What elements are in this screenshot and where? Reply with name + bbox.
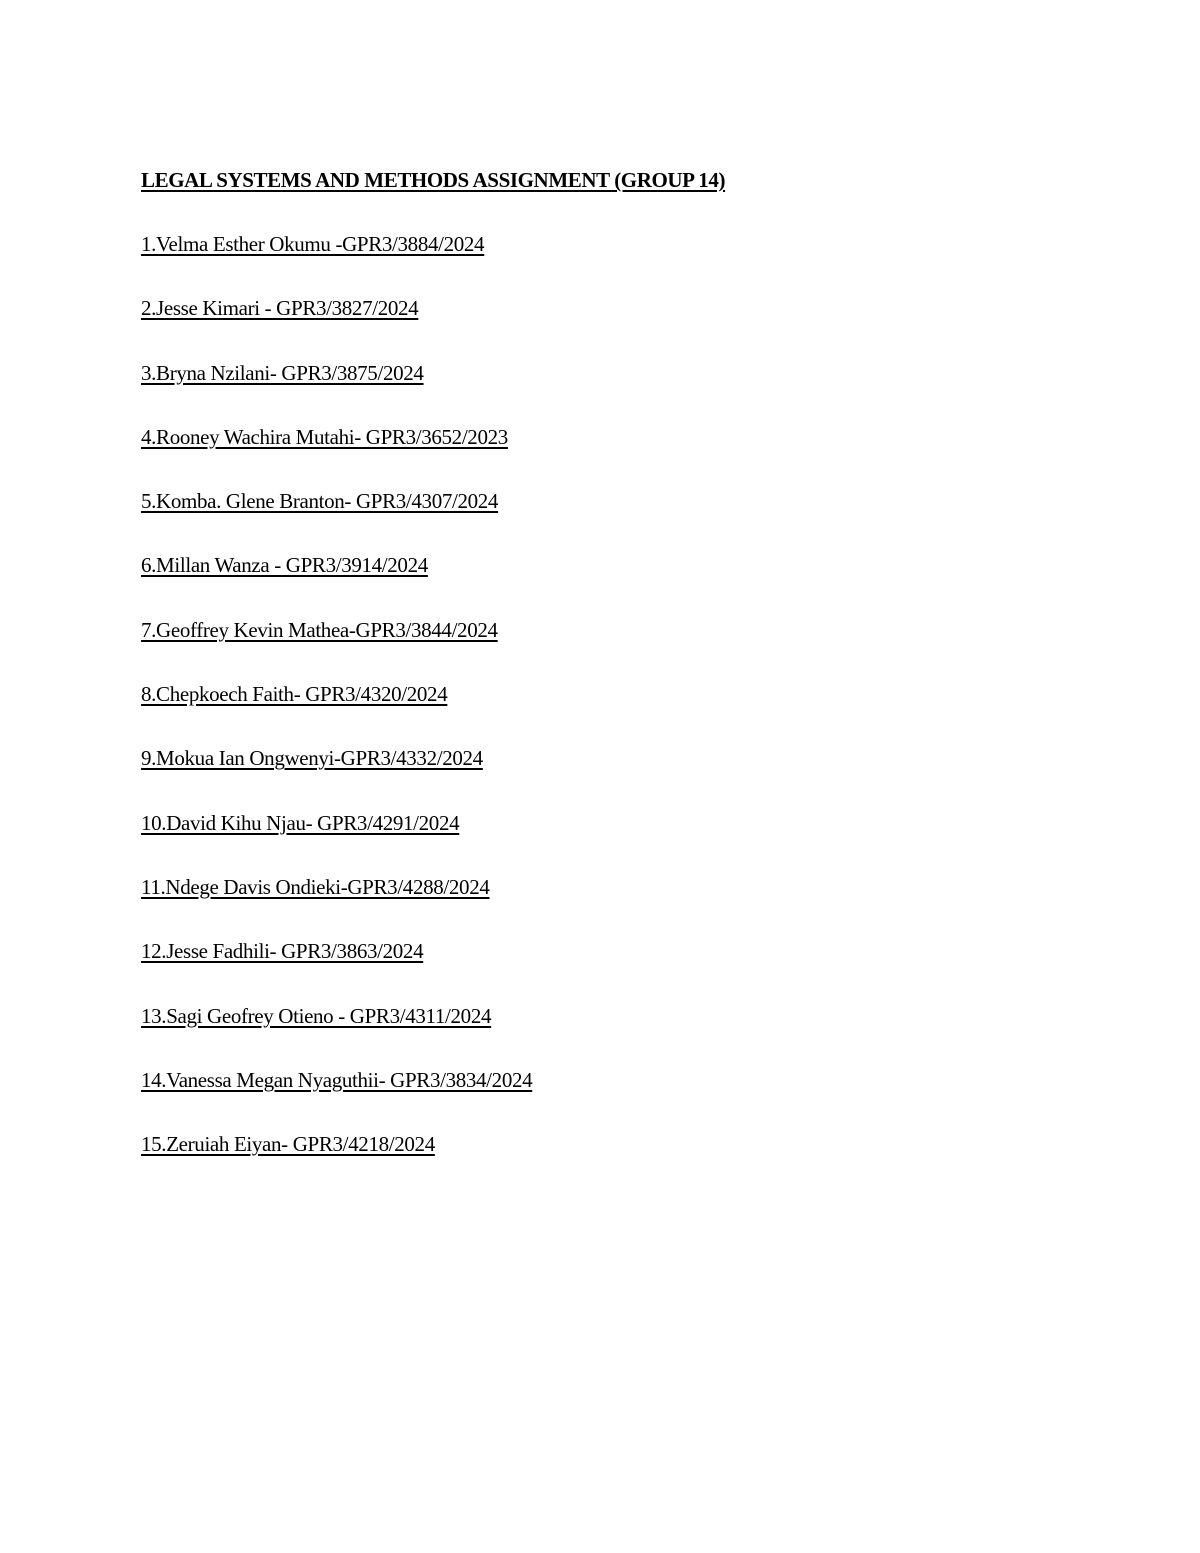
member-entry-text: 3.Bryna Nzilani- GPR3/3875/2024 <box>141 360 424 385</box>
member-entry-text: 5.Komba. Glene Branton- GPR3/4307/2024 <box>141 489 499 514</box>
member-entry-7 <box>141 614 1101 646</box>
member-entry-8 <box>141 678 1101 710</box>
group-member-list <box>141 228 1101 1160</box>
member-entry-text: 14.Vanessa Megan Nyaguthii- GPR3/3834/2024 <box>141 1067 533 1092</box>
member-entry-4 <box>141 421 1101 453</box>
member-entry-12 <box>141 935 1101 967</box>
member-entry-text: 1.Velma Esther Okumu -GPR3/3884/2024 <box>141 232 485 256</box>
member-entry-11 <box>141 871 1101 903</box>
member-entry-text: 6.Millan Wanza - GPR3/3914/2024 <box>141 553 428 578</box>
member-entry-10 <box>141 807 1101 839</box>
member-entry-text: 9.Mokua Ian Ongwenyi-GPR3/4332/2024 <box>141 746 483 771</box>
member-entry-text: 8.Chepkoech Faith- GPR3/4320/2024 <box>141 682 448 707</box>
member-entry-text: 2.Jesse Kimari - GPR3/3827/2024 <box>141 296 419 321</box>
member-entry-13 <box>141 1000 1101 1032</box>
member-entry-text: 15.Zeruiah Eiyan- GPR3/4218/2024 <box>141 1132 435 1157</box>
member-entry-2 <box>141 292 1101 324</box>
member-entry-5 <box>141 485 1101 517</box>
member-entry-1 <box>141 228 1101 260</box>
member-entry-text: 12.Jesse Fadhili- GPR3/3863/2024 <box>141 939 424 964</box>
member-entry-3 <box>141 357 1101 389</box>
member-entry-9 <box>141 742 1101 774</box>
member-entry-15 <box>141 1128 1101 1160</box>
member-entry-14 <box>141 1064 1101 1096</box>
member-entry-text: 10.David Kihu Njau- GPR3/4291/2024 <box>141 810 460 835</box>
member-entry-6 <box>141 549 1101 581</box>
member-entry-text: 4.Rooney Wachira Mutahi- GPR3/3652/2023 <box>141 424 508 449</box>
member-entry-text: 13.Sagi Geofrey Otieno - GPR3/4311/2024 <box>141 1003 492 1028</box>
member-entry-text: 11.Ndege Davis Ondieki-GPR3/4288/2024 <box>141 874 490 899</box>
document-title: LEGAL SYSTEMS AND METHODS ASSIGNMENT (GROUP 14) <box>141 168 726 192</box>
member-entry-text: 7.Geoffrey Kevin Mathea-GPR3/3844/2024 <box>141 617 498 642</box>
document-body <box>141 164 1101 1192</box>
